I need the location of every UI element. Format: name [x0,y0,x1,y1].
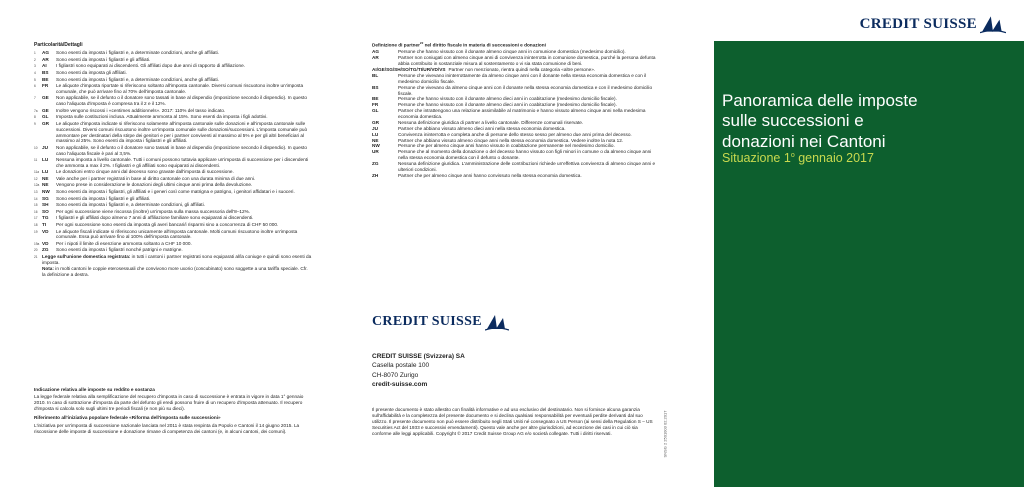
partner-row [372,55,656,67]
subtitle-post: gennaio 2017 [794,151,874,165]
partner-text: Persone che per almeno cinque anni hanno vissuto in coabitazione permanente nel medesimo domicilio. [398,143,615,149]
cover-green-band [714,41,1024,487]
canton-code: AI [42,63,47,69]
canton-code: AR [372,55,379,61]
note-text: Sono esenti da imposta i figliastri e, a determinate condizioni, anche gli affiliati. [56,50,220,56]
notes-list [34,50,312,253]
partner-header-sup: 22 [419,41,424,45]
partner-text: Partner non coniugati con almeno cinque anni di convivenza ininterrotta in comunione domestica, purché la persona defunta abbia contribuito in sostanziale misura al sostentamento o vi sia stata comunione di beni. [398,55,656,67]
note-text: Sono esenti da imposta i figliastri nonché patrigni e matrigne. [56,247,183,253]
partner-text: Partner non menzionato, rientra quindi nella categoria «altre persone». [448,67,596,73]
partner-list [372,49,656,178]
partner-text: Partner che per almeno cinque anni hanno convissuto nella stessa economia domestica. [398,172,582,178]
canton-code: GL [372,108,379,114]
note-number: 9 [34,121,36,126]
canton-code: GE [42,107,49,113]
note-row [34,77,312,83]
notes-header: Particolarità/Dettagli [34,42,83,48]
note-row [34,247,312,253]
credit-suisse-logo [372,313,509,331]
canton-code: TG [42,215,49,221]
canton-code: ZG [42,247,49,253]
canton-code: SG [42,195,49,201]
note-row [34,202,312,208]
canton-code: AG [372,49,380,55]
note-row [34,70,312,76]
note-text: Sono esenti da imposta i figliastri, gli affiliati e i generi così come matrigna e patrigno, i genitori affidatari e i suoceri. [56,189,295,195]
note-row [34,241,312,247]
canton-code: ZG [372,161,379,167]
partner-row [372,161,656,173]
note-row [34,157,312,169]
partner-text: Persone che hanno vissuto con il donante almeno dieci anni in coabitazione (medesimo domicilio fiscale). [398,96,617,102]
partner-header [372,42,656,48]
canton-code: NE [372,137,379,143]
note-row [34,63,312,69]
canton-code: GR [372,119,380,125]
note-row [34,222,312,228]
canton-code: FR [42,83,49,89]
note-21 [34,254,312,278]
address-line-1: Casella postale 100 [372,362,430,370]
initiative-heading: Riferimento all'iniziativa popolare federale «Riforma dell'imposta sulle successioni» [34,415,221,421]
note-text: Sono esenti da imposta i figliastri e gli affiliati. [56,56,151,62]
cover-title [722,91,1012,152]
canton-code: LU [42,169,49,175]
note-row [34,215,312,221]
website-link[interactable]: credit-suisse.com [372,381,428,389]
canton-code: AI/GE/SG/SH/SO/TG/TI/UR/VD/VS [372,67,446,73]
note-row [34,189,312,195]
partner-row [372,73,656,85]
income-tax-heading: Indicazione relativa alle imposte su reddito e sostanza [34,387,155,392]
note-number: 8 [34,115,36,120]
note-row [34,121,312,145]
note-number: 1 [34,51,36,56]
note-text: Per ogni successione sono esenti da imposta gli averi bancari/i risparmi sino a concorrenza di CHF 50 000. [56,221,279,227]
cover-title-line-1: Panoramica delle imposte [722,91,918,110]
canton-code: BL [372,72,379,78]
note-text: Per i nipoti il limite di esenzione ammonta soltanto a CHF 10 000. [56,240,192,246]
canton-code: NE [42,175,49,181]
partner-text: Partner che abbiano vissuto almeno cinque anni nella stessa economia domestica. Vedere inoltre la nota 12. [398,137,624,143]
note-number: 12a [34,183,40,188]
canton-code: BS [372,84,379,90]
note-number: 11a [34,170,40,175]
canton-code: SO [42,208,49,214]
note-text: Non applicabile, se il defunto o il donatore sono tassati in base al dispendio (imposizione secondo il dispendio). In questo caso l'aliquota fiscale è pari al 3,5%. [56,144,307,156]
partner-text: Persone che hanno vissuto con il donante almeno dieci anni in coabitazione (medesimo domicilio fiscale). [398,102,617,108]
print-code-text: SNSG 2 2501003 02.2017 [662,410,668,458]
tax-info-block [34,387,306,438]
note-number: 19a [34,241,40,246]
note-row [34,182,312,188]
note-number: 18 [34,222,38,227]
note-number: 14 [34,196,38,201]
note-21-nota-text: in molti cantoni le coppie eterosessuali che convivono more uxorio (concubinato) sono soggette a una tariffa speciale. Cfr. la definizione a destra. [42,265,308,277]
canton-code: LU [372,131,379,137]
note-number: 19 [34,229,38,234]
partner-text: Nessuna definizione giuridica di partner a livello cantonale. Differenze comunali riservate. [398,119,584,125]
note-row [34,209,312,215]
note-row [34,196,312,202]
note-text: Sono esenti da imposta i figliastri e, a determinate condizioni, gli affiliati. [56,202,205,208]
note-row [34,108,312,114]
note-number: 15 [34,203,38,208]
note-text: I figliastri sono equiparati ai discendenti. Gli affiliati dopo due anni di rapporto di affiliazione. [56,63,246,69]
partner-text: Partner che intrattengono una relazione assimilabile al matrimonio e hanno vissuto almeno cinque anni nella medesima economia domestica. [398,108,646,120]
logo-text: CREDIT SUISSE [372,314,482,329]
note-number: 12 [34,176,38,181]
cover-title-line-2: sulle successioni e [722,111,864,131]
note-21-text: in tutti i cantoni i partner registrati sono equiparati al/la coniuge e quindi sono esenti da imposta. [42,253,312,265]
note-text: Le aliquote d'imposta riportate si riferiscono soltanto all'imposta cantonale. Diversi comuni riscuotono inoltre un'imposta comunale, che può arrivare fino al 70% dell'imposta cantonale. [56,83,304,95]
cover-logo-text: CREDIT SUISSE [859,15,977,32]
canton-code: LU [42,157,49,163]
disclaimer: Il presente documento è stato allestito con finalità informative e ad uso esclusivo del destinatario. Non si fornisce alcuna garanzia sull'affidabilità e la completezza del presente documento e si declina qualsiasi responsabilità per eventuali perdite derivanti dal suo utilizzo. Il presente documento non può essere distribuito negli Stati Uniti né consegnato a US Person (ai sensi della Regulation S – US Securities Act del 1933 e successivi emendamenti). Questo vale anche per altre giurisdizioni, ad eccezione dei casi in cui ciò sia conforme alle leggi applicabili. Copyright © 2017 Credit Suisse Group AG e/o società collegate. Tutti i diritti riservati. [372,407,653,437]
note-number: 4 [34,70,36,75]
canton-code: NE [42,182,49,188]
partner-header-text: Definizione di partner [372,42,420,48]
partner-row [372,149,656,161]
note-text: Le donazioni entro cinque anni dal decesso sono gravate dall'imposta di successione. [56,169,234,175]
canton-code: FR [372,102,379,108]
note-text: Sono esenti da imposta gli affiliati. [56,69,127,75]
note-text: Le aliquote fiscali indicate si riferiscono unicamente all'imposta cantonale. Molti comuni riscuotono inoltre un'imposta comunale. Essa può arrivare fino al 100% dell'imposta cantonale. [56,228,298,240]
cover-panel [714,0,1024,487]
print-code [660,390,666,460]
canton-code: ZH [372,172,379,178]
income-tax-paragraph: La legge federale relativa alla semplificazione del recupero d'imposta in caso di successione è entrata in vigore in data 1° gennaio 2010. In caso di sottrazione d'imposta da parte del defunto gli eredi possono fruire di un recupero d'imposta attenuato. Il recupero d'imposta si calcola solo sugli ultimi tre periodi fiscali (e non più su dieci). [34,394,304,412]
canton-code: BE [372,96,379,102]
note-row [34,83,312,95]
canton-code: GL [42,114,49,120]
canton-code: NW [42,189,50,195]
note-text: Nessuna imposta a livello cantonale. Tutti i comuni possono tuttavia applicare un'imposta di successione per i discendenti che ammonta a max il 2%. I figliastri e gli affiliati sono equiparati ai discendenti. [56,157,309,168]
canton-code: BE [42,76,49,82]
partner-row [372,85,656,97]
subtitle-sup: o [790,151,795,159]
note-number: 3 [34,64,36,69]
sails-logo-icon [485,313,509,331]
note-number: 10 [34,145,38,150]
initiative-paragraph: L'iniziativa per un'imposta di successione nazionale lanciata nel 2011 è stata respinta da Popolo e Cantoni il 14 giugno 2015. La riscossione delle imposte di successione e donazione rimane di competenza dei cantoni (e, in alcuni cantoni, dei comuni). [34,422,300,434]
note-number: 2 [34,57,36,62]
note-21-bold: Legge sull'unione domestica registrata: [42,253,131,259]
address-line-2: CH-8070 Zurigo [372,371,419,379]
cover-title-line-3: donazioni nei Cantoni [722,131,886,151]
partner-row [372,173,656,179]
note-21-nota-bold: Nota: [42,265,54,271]
canton-code: AG [42,50,50,56]
note-number: 5 [34,77,36,82]
note-text: Non applicabile, se il defunto o il donatore sono tassati in base al dispendio (imposizione secondo il dispendio). In questo caso l'aliquota d'imposta è compresa tra il 2 e il 12%. [56,95,307,107]
note-text [42,254,312,278]
note-number: 21 [34,254,38,259]
note-text: Vale anche per i partner registrati in base al diritto cantonale con una durata minima di due anni. [56,175,256,181]
canton-code: TI [42,221,47,227]
note-text: Imposta sulle costituzioni inclusa. Attualmente ammonta al 15%. Sono esenti da imposta i figli adottivi. [56,114,268,120]
note-number: 13 [34,190,38,195]
note-number: 17 [34,216,38,221]
canton-code: JU [42,144,48,150]
cover-subtitle [722,151,874,165]
canton-code: SH [42,202,49,208]
note-number: 7a [34,108,38,113]
note-number: 11 [34,158,38,163]
partner-text: Convivenza ininterrotta e completa anche di persone dello stesso sesso per almeno due anni prima del decesso. [398,131,632,137]
canton-code: VD [42,240,49,246]
note-row [34,229,312,241]
subtitle-pre: Situazione 1 [722,151,791,165]
note-row [34,57,312,63]
note-text: I figliastri e gli affiliati dopo almeno 7 anni di affiliazione familiare sono equiparati ai discendenti. [56,215,254,221]
note-row [34,176,312,182]
canton-code: GE [42,95,49,101]
partner-definitions [372,42,656,179]
partner-text: Persone che vivevano ininterrottamente da almeno cinque anni con il donante nella stessa economia domestica e con il medesimo domicilio fiscale. [398,72,647,84]
note-row [34,114,312,120]
canton-code: GR [42,120,50,126]
note-number: 6 [34,84,36,89]
company-name: CREDIT SUISSE (Svizzera) SA [372,353,465,360]
partner-header-rest: nel diritto fiscale in materia di successioni e donazioni [423,42,546,48]
partner-text: Persone che al momento della donazione o del decesso hanno vissuto con figli minori in comune o da almeno cinque anni nella stessa economia domestica con il defunto o donante. [398,149,652,161]
cover-logo [860,14,1006,34]
canton-code: BS [42,69,49,75]
canton-code: AR [42,56,49,62]
note-text: Vengono prese in considerazione le donazioni degli ultimi cinque anni prima della devoluzione. [56,182,253,188]
note-row [34,95,312,107]
note-text: Per ogni successione viene riscossa (inoltre) un'imposta sulla massa successoria dell'8–12%. [56,208,251,214]
partner-row [372,108,656,120]
canton-code: NW [372,143,380,149]
address-block [372,352,572,390]
note-text: Inoltre vengono riscossi i «centimes additionnels». 2017: 110% del tasso indicato. [56,107,226,113]
notes-column [34,42,312,278]
note-text: Sono esenti da imposta i figliastri e, a determinate condizioni, anche gli affiliati. [56,76,220,82]
note-row [34,50,312,56]
canton-code: UR [372,149,379,155]
note-row [34,169,312,175]
note-number: 20 [34,248,38,253]
note-text: Sono esenti da imposta i figliastri e gli affiliati. [56,195,151,201]
canton-code: VD [42,228,49,234]
partner-text: Nessuna definizione giuridica. L'amministrazione delle contribuzioni richiede un'effettiva convivenza di almeno cinque anni e ulteriori condizioni. [398,161,656,172]
note-row [34,145,312,157]
note-text: Le aliquote d'imposta indicate si riferiscono solamente all'imposta cantonale sulle donazioni e all'imposta cantonale sulle successioni. Diversi comuni riscuotono inoltre un'imposta comunale sulle donazioni/successioni. L'imposta comunale può ammontare per destinatari della stirpe dei genitori e per i partner conviventi al massimo al 5% e per gli altri beneficiari al massimo al 25%. Sono esenti da imposta i figliastri e gli affiliati. [56,120,308,144]
partner-text: Persone che hanno vissuto con il donante almeno cinque anni in comunione domestica (medesimo domicilio). [398,49,626,55]
partner-text: Persone che vivevano da almeno cinque anni con il donante nella stessa economia domestica e con il medesimo domicilio fiscale. [398,84,653,96]
sails-logo-icon [980,14,1006,34]
partner-text: Partner che abbiano vissuto almeno dieci anni nella stessa economia domestica. [398,125,566,131]
note-number: 7 [34,96,36,101]
note-number: 16 [34,209,38,214]
canton-code: JU [372,125,378,131]
